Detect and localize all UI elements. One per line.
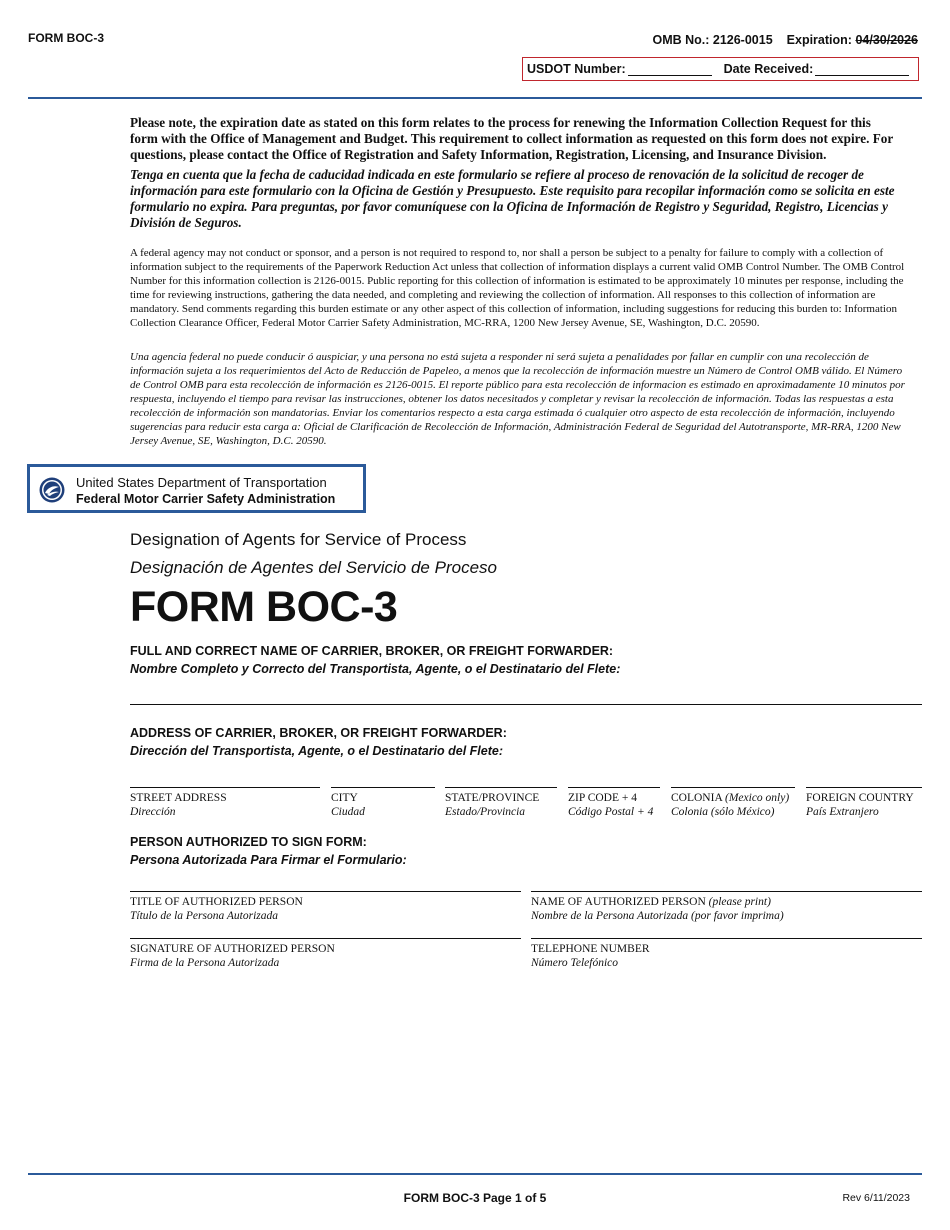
form-title-es: Designación de Agentes del Servicio de Proceso <box>130 558 497 577</box>
expiration-label: Expiration: <box>786 33 852 47</box>
state-province-line <box>445 787 557 788</box>
foreign-country-field[interactable] <box>806 768 922 787</box>
agency-admin: Federal Motor Carrier Safety Administration <box>76 492 336 506</box>
expiration-date: 04/30/2026 <box>855 33 918 47</box>
signature-line <box>130 938 521 939</box>
date-received-field[interactable] <box>815 63 909 76</box>
street-address-line <box>130 787 320 788</box>
signer-heading: PERSON AUTHORIZED TO SIGN FORM: <box>130 835 367 849</box>
omb-expiration <box>652 33 918 47</box>
omb-number: OMB No.: 2126-0015 <box>652 33 773 47</box>
name-of-authorized-person-line <box>531 891 922 892</box>
agency-logo-box <box>27 464 366 513</box>
form-title: FORM BOC-3 <box>130 583 398 631</box>
telephone-label: TELEPHONE NUMBER Número Telefónico <box>531 943 650 969</box>
paperwork-reduction-notice-es: Una agencia federal no puede conducir ó auspiciar, y una persona no está sujeta a responder ni será sujeta a penalidades por fallar en cumplir con una recolección de información sujeta a los requerimientos del Acto de Reducción de Papeleo, a menos que la recolección de información muestre un Número de Control OMB válido. El Número de Control OMB para esta recolección de información es 2126-0015. El reporte público para esta recolección de informacion es estimado en aproximadamente 10 minutos por respuesta, incluyendo el tiempo para revisar las instrucciones, obtener los datos necesitados y completar y revisar la recolección de información. Todas las respuestas a esta recolección de información son mandatorias. Enviar los comentarios respecto a esta carga estimada ó cualquier otro aspecto de esta recolección de información, incluyendo sugerencias para reducir esta carga a: Oficial de Clarificación de Recolección de Información, Administración Federal de Seguridad del Autotransporte, MR-RRA, 1200 New Jersey Avenue, SE, Washington, D.C. 20590. <box>130 351 905 447</box>
colonia-line <box>671 787 795 788</box>
foreign-country-line <box>806 787 922 788</box>
address-heading: ADDRESS OF CARRIER, BROKER, OR FREIGHT FORWARDER: <box>130 726 507 740</box>
carrier-name-heading: FULL AND CORRECT NAME OF CARRIER, BROKER, OR FREIGHT FORWARDER: <box>130 644 614 658</box>
name-of-authorized-person-label: NAME OF AUTHORIZED PERSON (please print) Nombre de la Persona Autorizada (por favor imprima) <box>531 896 784 922</box>
header-divider <box>28 97 922 99</box>
dot-seal-icon <box>39 477 65 503</box>
city-label: CITY Ciudad <box>331 792 365 818</box>
colonia-label: COLONIA (Mexico only) Colonia (sólo México) <box>671 792 790 818</box>
date-received-label: Date Received: <box>723 62 814 76</box>
name-of-authorized-person-field[interactable] <box>531 872 922 891</box>
title-of-authorized-person-field[interactable] <box>130 872 521 891</box>
zip-code-label: ZIP CODE + 4 Código Postal + 4 <box>568 792 654 818</box>
form-title-en: Designation of Agents for Service of Process <box>130 530 467 549</box>
title-of-authorized-person-line <box>130 891 521 892</box>
carrier-name-line <box>130 704 922 705</box>
carrier-name-field[interactable] <box>130 684 922 704</box>
street-address-label: STREET ADDRESS Dirección <box>130 792 227 818</box>
foreign-country-label: FOREIGN COUNTRY País Extranjero <box>806 792 914 818</box>
telephone-field[interactable] <box>531 919 922 938</box>
zip-code-field[interactable] <box>568 768 660 787</box>
signature-label: SIGNATURE OF AUTHORIZED PERSON Firma de la Persona Autorizada <box>130 943 335 969</box>
usdot-label: USDOT Number: <box>527 62 626 76</box>
city-field[interactable] <box>331 768 435 787</box>
zip-code-line <box>568 787 660 788</box>
street-address-field[interactable] <box>130 768 320 787</box>
colonia-field[interactable] <box>671 768 795 787</box>
state-province-field[interactable] <box>445 768 557 787</box>
paperwork-reduction-notice: A federal agency may not conduct or sponsor, and a person is not required to respond to, nor shall a person be subject to a penalty for failure to comply with a collection of information subject to the requirements of the Paperwork Reduction Act unless that collection of information displays a current valid OMB Control Number. The OMB Control Number for this information collection is 2126-0015. Public reporting for this collection of information is estimated to be approximately 10 minutes per response, including the time for reviewing instructions, gathering the data needed, and completing and reviewing the collection of information. All responses to this collection of information are mandatory. Send comments regarding this burden estimate or any other aspect of this collection of information, including suggestions for reducing this burden to: Information Collection Clearance Officer, Federal Motor Carrier Safety Administration, MC-RRA, 1200 New Jersey Avenue, SE, Washington, D.C. 20590. <box>130 247 905 329</box>
address-heading-es: Dirección del Transportista, Agente, o el Destinatario del Flete: <box>130 744 504 758</box>
expiration-notice: Please note, the expiration date as stated on this form relates to the process for renewing the Information Collection Request for this form with the Office of Management and Budget. This requirement to collect information as requested on this form does not expire. For questions, please contact the Office of Registration and Safety Information, Registration, Licensing, and Insurance Division. <box>130 115 893 162</box>
signer-heading-es: Persona Autorizada Para Firmar el Formulario: <box>130 853 407 867</box>
title-of-authorized-person-label: TITLE OF AUTHORIZED PERSON Título de la Persona Autorizada <box>130 896 303 922</box>
footer-divider <box>28 1173 922 1175</box>
carrier-name-heading-es: Nombre Completo y Correcto del Transportista, Agente, o el Destinatario del Flete: <box>130 662 621 676</box>
agency-dept: United States Department of Transportation <box>76 475 327 490</box>
city-line <box>331 787 435 788</box>
signature-field[interactable] <box>130 919 521 938</box>
usdot-number-field[interactable] <box>628 63 712 76</box>
revision-date: Rev 6/11/2023 <box>842 1192 910 1204</box>
state-province-label: STATE/PROVINCE Estado/Provincia <box>445 792 540 818</box>
usdot-box <box>522 57 919 81</box>
form-id-header: FORM BOC-3 <box>28 31 104 45</box>
page-number: FORM BOC-3 Page 1 of 5 <box>403 1191 547 1205</box>
telephone-line <box>531 938 922 939</box>
expiration-notice-es: Tenga en cuenta que la fecha de caducidad indicada en este formulario se refiere al proceso de renovación de la solicitud de recoger de información para este formulario con la Oficina de Gestión y Presupuesto. Este requisito para recopilar información como se solicita en este formulario no expira. Para preguntas, por favor comuníquese con la Oficina de Información de Registro y Seguridad, Registro, Licencias y División de Seguros. <box>130 167 895 230</box>
